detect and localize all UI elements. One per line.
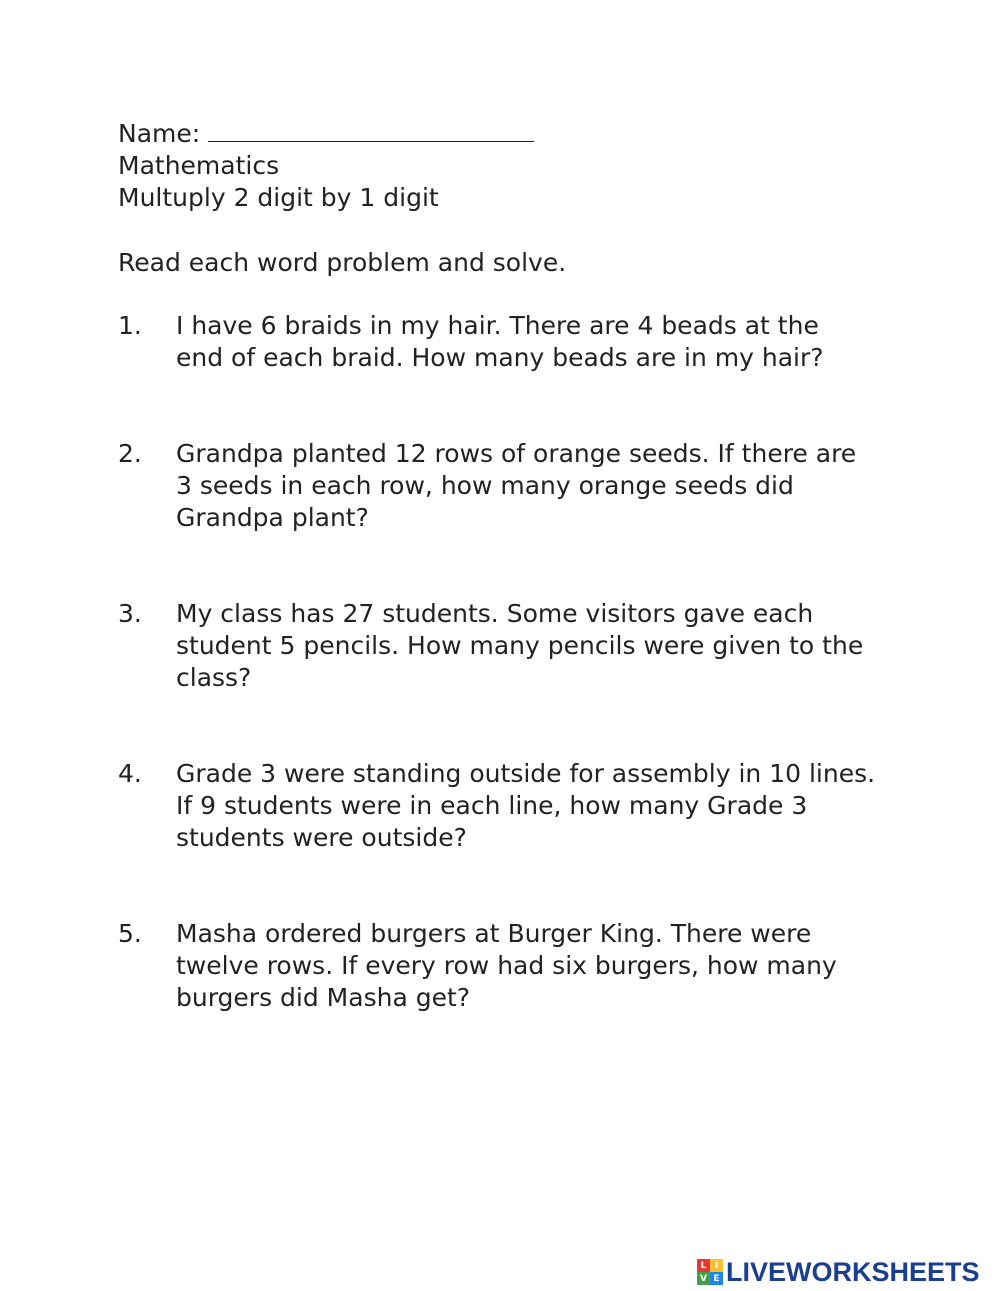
question-line: 3 seeds in each row, how many orange seeds did [176, 471, 794, 500]
name-label: Name: [118, 119, 201, 148]
question-line: burgers did Masha get? [176, 983, 471, 1012]
logo-badge-cell: V [697, 1272, 710, 1285]
question-text [176, 310, 896, 374]
question-line: Grandpa plant? [176, 503, 369, 532]
question-line: Grade 3 were standing outside for assembly in 10 lines. [176, 759, 876, 788]
question-text [176, 438, 896, 534]
question-line: student 5 pencils. How many pencils were given to the [176, 631, 864, 660]
question-text [176, 598, 896, 694]
logo-badge-cell: E [710, 1272, 723, 1285]
logo-wordmark: LIVEWORKSHEETS [726, 1256, 980, 1287]
question-line: students were outside? [176, 823, 467, 852]
liveworksheets-logo [697, 1257, 980, 1287]
name-row [118, 118, 534, 150]
question-number: 5. [118, 919, 142, 948]
question-line: I have 6 braids in my hair. There are 4 beads at the [176, 311, 819, 340]
question-text [176, 918, 896, 1014]
logo-badge-cell: I [710, 1259, 723, 1272]
question-text [176, 758, 896, 854]
question-line: Grandpa planted 12 rows of orange seeds. If there are [176, 439, 857, 468]
question-number: 4. [118, 759, 142, 788]
question-line: end of each braid. How many beads are in my hair? [176, 343, 824, 372]
name-answer-line[interactable] [208, 140, 534, 142]
question-line: twelve rows. If every row had six burgers, how many [176, 951, 837, 980]
topic-title: Multuply 2 digit by 1 digit [118, 183, 439, 212]
liveworksheets-logo-icon [697, 1259, 723, 1285]
question-number: 3. [118, 599, 142, 628]
logo-badge-cell: L [697, 1259, 710, 1272]
subject-title: Mathematics [118, 151, 280, 180]
question-line: Masha ordered burgers at Burger King. There were [176, 919, 812, 948]
question-number: 2. [118, 439, 142, 468]
question-line: If 9 students were in each line, how many Grade 3 [176, 791, 808, 820]
instructions: Read each word problem and solve. [118, 248, 567, 277]
question-number: 1. [118, 311, 142, 340]
question-line: My class has 27 students. Some visitors gave each [176, 599, 814, 628]
question-line: class? [176, 663, 252, 692]
